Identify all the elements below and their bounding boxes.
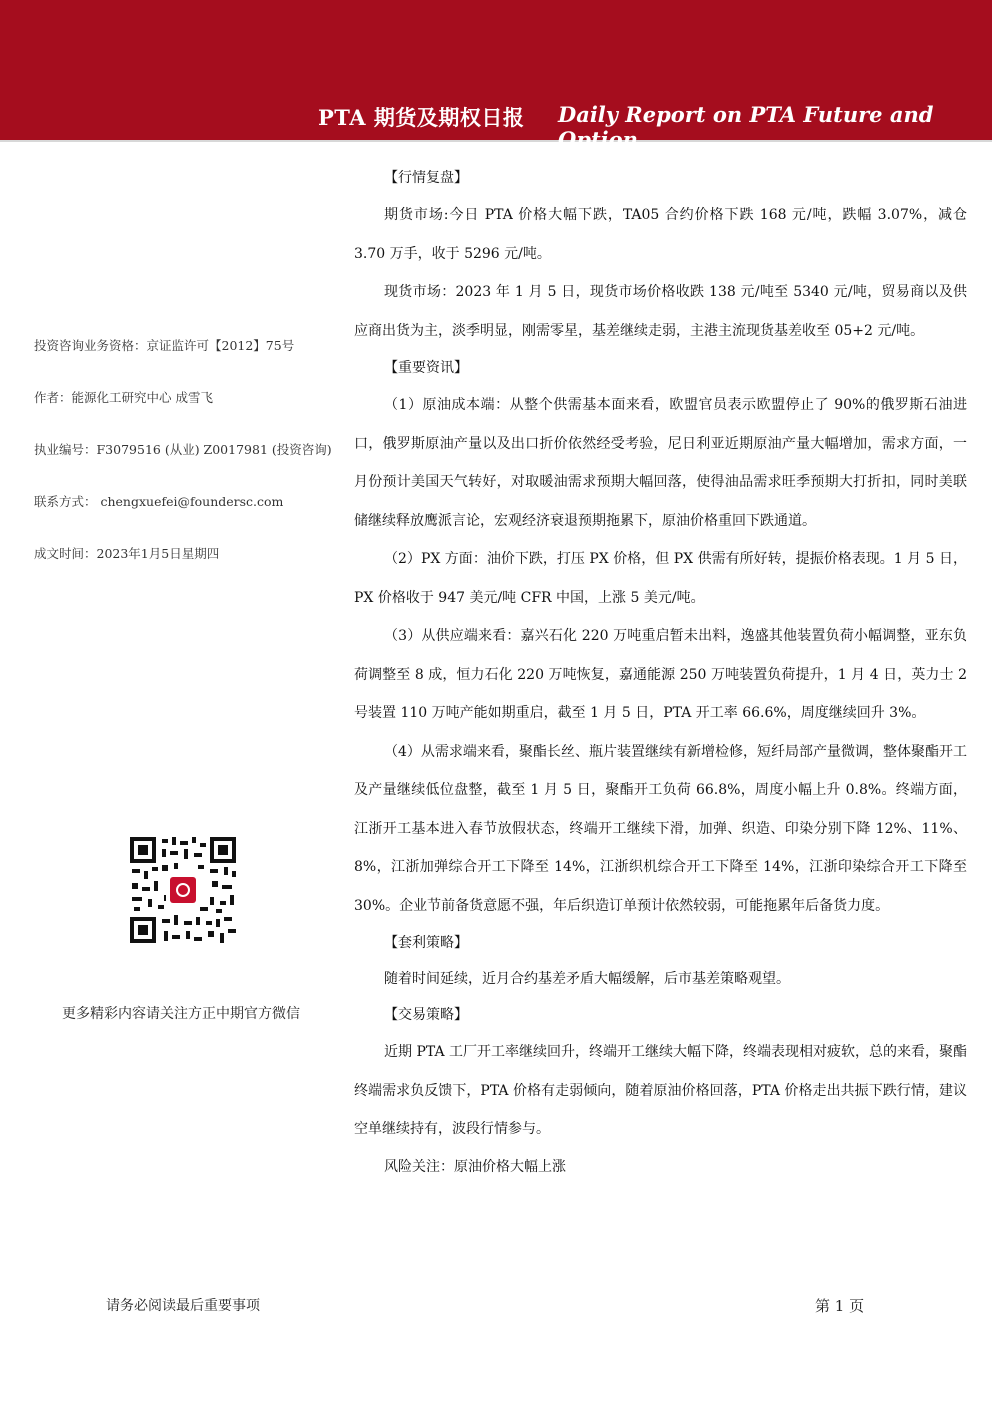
futures-paragraph: 期货市场:今日 PTA 价格大幅下跌，TA05 合约价格下跌 168 元/吨，跌幅 3.07%，减仓 3.70 万手，收于 5296 元/吨。: [354, 207, 967, 262]
wechat-qr-code: [128, 835, 238, 945]
report-title-cn: PTA 期货及期权日报: [318, 105, 525, 130]
news-px-paragraph: （2）PX 方面：油价下跌，打压 PX 价格，但 PX 供需有所好转，提振价格表现。1 月 5 日，PX 价格收于 947 美元/吨 CFR 中国，上涨 5 美元/吨。: [354, 551, 967, 606]
section-heading-news: 【重要资讯】: [384, 360, 468, 376]
trading-paragraph: 近期 PTA 工厂开工率继续回升，终端开工继续大幅下降，终端表现相对疲软，总的来看，聚酯终端需求负反馈下，PTA 价格有走弱倾向，随着原油价格回落，PTA 价格走出共振下跌行情，建议空单继续持有，波段行情参与。: [354, 1044, 968, 1137]
risk-paragraph: 风险关注：原油价格大幅上涨: [384, 1158, 566, 1175]
license-info: 投资咨询业务资格：京证监许可【2012】75号: [34, 338, 295, 353]
news-supply-paragraph: （3）从供应端来看：嘉兴石化 220 万吨重启暂未出料，逸盛其他装置负荷小幅调整，亚东负荷调整至 8 成，恒力石化 220 万吨恢复，嘉通能源 250 万吨装置负荷提升，1 月 4 日，英力士 2 号装置 110 万吨产能如期重启，截至 1 月 5 日，PTA 开工率 66.6%，周度继续回升 3%。: [354, 628, 967, 721]
arbitrage-paragraph: 随着时间延续，近月合约基差矛盾大幅缓解，后市基差策略观望。: [384, 971, 790, 987]
qr-caption: 更多精彩内容请关注方正中期官方微信: [62, 1006, 300, 1022]
spot-paragraph: 现货市场：2023 年 1 月 5 日，现货市场价格收跌 138 元/吨至 5340 元/吨，贸易商以及供应商出货为主，淡季明显，刚需零星，基差继续走弱，主港主流现货基差收至 05+2 元/吨。: [354, 284, 967, 339]
section-heading-market: 【行情复盘】: [384, 170, 468, 186]
author-info: 作者：能源化工研究中心 成雪飞: [34, 390, 213, 405]
news-crude-paragraph: （1）原油成本端：从整个供需基本面来看，欧盟官员表示欧盟停止了 90%的俄罗斯石油进口，俄罗斯原油产量以及出口折价依然经受考验，尼日利亚近期原油产量大幅增加，需求方面，一月份预计美国天气转好，对取暖油需求预期大幅回落，使得油品需求旺季预期大打折扣，同时美联储继续释放鹰派言论，宏观经济衰退预期拖累下，原油价格重回下跌通道。: [354, 397, 967, 529]
contact-info: 联系方式： chengxuefei@foundersc.com: [34, 494, 284, 509]
page-number: 第 1 页: [815, 1297, 865, 1315]
section-heading-arbitrage: 【套利策略】: [384, 935, 468, 951]
footer-notice: 请务必阅读最后重要事项: [106, 1298, 260, 1314]
news-demand-paragraph: （4）从需求端来看，聚酯长丝、瓶片装置继续有新增检修，短纤局部产量微调，整体聚酯开工及产量继续低位盘整，截至 1 月 5 日，聚酯开工负荷 66.8%，周度小幅上升 0.8%。终端方面，江浙开工基本进入春节放假状态，终端开工继续下滑，加弹、织造、印染分别下降 12%、11%、8%，江浙加弹综合开工下降至 14%，江浙织机综合开工下降至 14%，江浙印染综合开工下降至 30%。企业节前备货意愿不强，年后织造订单预计依然较弱，可能拖累年后备货力度。: [354, 743, 967, 914]
report-body: [354, 160, 967, 1185]
cert-info: 执业编号：F3079516 (从业) Z0017981 (投资咨询): [34, 442, 332, 457]
section-heading-trading: 【交易策略】: [384, 1007, 468, 1023]
date-info: 成文时间：2023年1月5日星期四: [34, 546, 220, 561]
report-title-en: Daily Report on PTA Future and Option: [558, 102, 934, 152]
